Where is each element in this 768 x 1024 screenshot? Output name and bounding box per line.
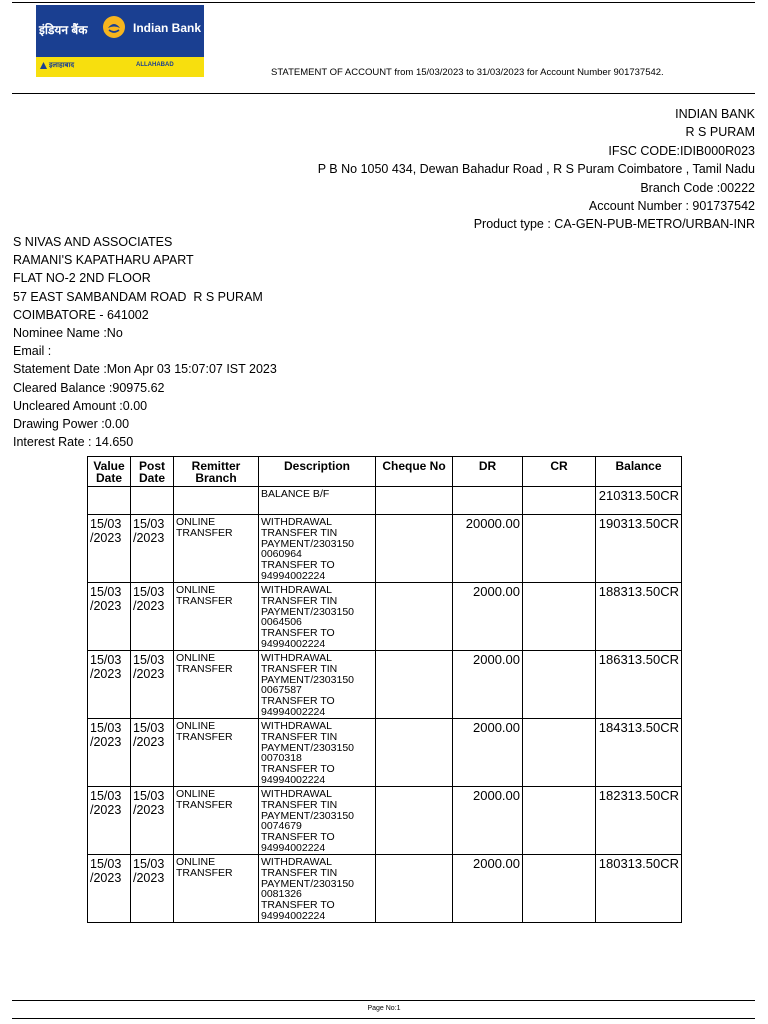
balance-cell: 182313.50CR — [596, 787, 682, 855]
table-row — [88, 855, 682, 923]
cr-amount-cell — [523, 515, 596, 583]
bank-name: INDIAN BANK — [675, 107, 755, 121]
dr-amount-cell: 20000.00 — [453, 515, 523, 583]
nominee-name: Nominee Name :No — [13, 326, 123, 341]
header-description: Description — [259, 457, 376, 487]
logo-right-caption: ALLAHABAD — [136, 62, 174, 68]
cheque-no-cell — [376, 855, 453, 923]
post-date-cell: 15/03 /2023 — [131, 855, 174, 923]
remitter-branch-cell: ONLINE TRANSFER — [174, 855, 259, 923]
bank-product-type: Product type : CA-GEN-PUB-METRO/URBAN-INR — [473, 217, 755, 232]
balance-bf-row — [88, 487, 682, 515]
bank-details — [318, 105, 755, 234]
post-date-cell: 15/03 /2023 — [131, 719, 174, 787]
post-date-cell: 15/03 /2023 — [131, 583, 174, 651]
dr-amount-cell: 2000.00 — [453, 855, 523, 923]
dr-amount-cell: 2000.00 — [453, 651, 523, 719]
value-date-cell: 15/03 /2023 — [88, 855, 131, 923]
description-cell: WITHDRAWAL TRANSFER TIN PAYMENT/2303150 0074679 TRANSFER TO 94994002224 — [259, 787, 376, 855]
bank-branch: R S PURAM — [685, 125, 755, 140]
customer-email: Email : — [13, 344, 52, 359]
table-row — [88, 583, 682, 651]
customer-address-line3: 57 EAST SAMBANDAM ROAD R S PURAM — [13, 289, 263, 304]
interest-rate: Interest Rate : 14.650 — [13, 435, 134, 450]
bank-ifsc: IFSC CODE:IDIB000R023 — [608, 143, 755, 158]
logo-yellow-band — [36, 57, 204, 77]
balance-cell: 188313.50CR — [596, 583, 682, 651]
description-cell: WITHDRAWAL TRANSFER TIN PAYMENT/2303150 0070318 TRANSFER TO 94994002224 — [259, 719, 376, 787]
table-row — [88, 787, 682, 855]
drawing-power: Drawing Power :0.00 — [13, 417, 130, 432]
customer-name: S NIVAS AND ASSOCIATES — [13, 235, 173, 249]
balance-cell: 184313.50CR — [596, 719, 682, 787]
value-date-cell: 15/03 /2023 — [88, 787, 131, 855]
cr-amount-cell — [523, 651, 596, 719]
description-cell: WITHDRAWAL TRANSFER TIN PAYMENT/2303150 0060964 TRANSFER TO 94994002224 — [259, 515, 376, 583]
logo-english-name: Indian Bank — [133, 21, 202, 35]
transactions-table — [87, 456, 682, 923]
cheque-no-cell — [376, 583, 453, 651]
cr-amount-cell — [523, 583, 596, 651]
post-date-cell: 15/03 /2023 — [131, 515, 174, 583]
header-rule — [12, 93, 755, 94]
indian-bank-logo — [36, 5, 204, 77]
header-post-date: Post Date — [131, 457, 174, 487]
balance-bf-description: BALANCE B/F — [259, 487, 376, 515]
header-cheque-no: Cheque No — [376, 457, 453, 487]
customer-details — [13, 233, 277, 451]
header-dr: DR — [453, 457, 523, 487]
footer-rule-top — [12, 1000, 755, 1001]
post-date-cell: 15/03 /2023 — [131, 651, 174, 719]
cheque-no-cell — [376, 515, 453, 583]
remitter-branch-cell: ONLINE TRANSFER — [174, 583, 259, 651]
logo-hindi-name: इंडियन बैंक — [39, 23, 88, 37]
customer-address-line2: FLAT NO-2 2ND FLOOR — [13, 271, 151, 286]
cheque-no-cell — [376, 787, 453, 855]
header-remitter-branch: Remitter Branch — [174, 457, 259, 487]
remitter-branch-cell: ONLINE TRANSFER — [174, 787, 259, 855]
bank-address: P B No 1050 434, Dewan Bahadur Road , R S Puram Coimbatore , Tamil Nadu — [317, 162, 755, 177]
logo-left-caption-text: इलाहाबाद — [49, 62, 75, 69]
value-date-cell: 15/03 /2023 — [88, 719, 131, 787]
statement-date: Statement Date :Mon Apr 03 15:07:07 IST 2023 — [13, 362, 277, 377]
table-row — [88, 719, 682, 787]
bank-account-number: Account Number : 901737542 — [588, 199, 755, 214]
cheque-no-cell — [376, 651, 453, 719]
customer-address-line1: RAMANI'S KAPATHARU APART — [13, 253, 194, 268]
post-date-cell: 15/03 /2023 — [131, 787, 174, 855]
description-cell: WITHDRAWAL TRANSFER TIN PAYMENT/2303150 0064506 TRANSFER TO 94994002224 — [259, 583, 376, 651]
value-date-cell: 15/03 /2023 — [88, 583, 131, 651]
dr-amount-cell: 2000.00 — [453, 583, 523, 651]
cleared-balance: Cleared Balance :90975.62 — [13, 380, 165, 395]
header-value-date: Value Date — [88, 457, 131, 487]
bank-emblem-icon — [102, 15, 126, 39]
cr-amount-cell — [523, 719, 596, 787]
table-row — [88, 651, 682, 719]
remitter-branch-cell: ONLINE TRANSFER — [174, 515, 259, 583]
table-header-row — [88, 457, 682, 487]
cheque-no-cell — [376, 719, 453, 787]
top-rule — [12, 2, 755, 3]
cr-amount-cell — [523, 855, 596, 923]
cr-amount-cell — [523, 787, 596, 855]
header-cr: CR — [523, 457, 596, 487]
remitter-branch-cell: ONLINE TRANSFER — [174, 719, 259, 787]
logo-blue-band — [36, 5, 204, 57]
header-balance: Balance — [596, 457, 682, 487]
dr-amount-cell: 2000.00 — [453, 719, 523, 787]
table-row — [88, 515, 682, 583]
triangle-icon — [40, 62, 47, 69]
footer-rule-bottom — [12, 1018, 755, 1019]
value-date-cell: 15/03 /2023 — [88, 651, 131, 719]
description-cell: WITHDRAWAL TRANSFER TIN PAYMENT/2303150 0067587 TRANSFER TO 94994002224 — [259, 651, 376, 719]
remitter-branch-cell: ONLINE TRANSFER — [174, 651, 259, 719]
description-cell: WITHDRAWAL TRANSFER TIN PAYMENT/2303150 0081326 TRANSFER TO 94994002224 — [259, 855, 376, 923]
statement-title: STATEMENT OF ACCOUNT from 15/03/2023 to 31/03/2023 for Account Number 901737542. — [271, 67, 664, 78]
bank-branch-code: Branch Code :00222 — [640, 180, 755, 195]
dr-amount-cell: 2000.00 — [453, 787, 523, 855]
balance-cell: 190313.50CR — [596, 515, 682, 583]
balance-bf-amount: 210313.50CR — [596, 487, 682, 515]
balance-cell: 180313.50CR — [596, 855, 682, 923]
value-date-cell: 15/03 /2023 — [88, 515, 131, 583]
page-number: Page No:1 — [367, 1005, 401, 1012]
customer-city: COIMBATORE - 641002 — [13, 307, 149, 322]
balance-cell: 186313.50CR — [596, 651, 682, 719]
uncleared-amount: Uncleared Amount :0.00 — [13, 398, 148, 413]
logo-left-caption — [40, 61, 74, 70]
